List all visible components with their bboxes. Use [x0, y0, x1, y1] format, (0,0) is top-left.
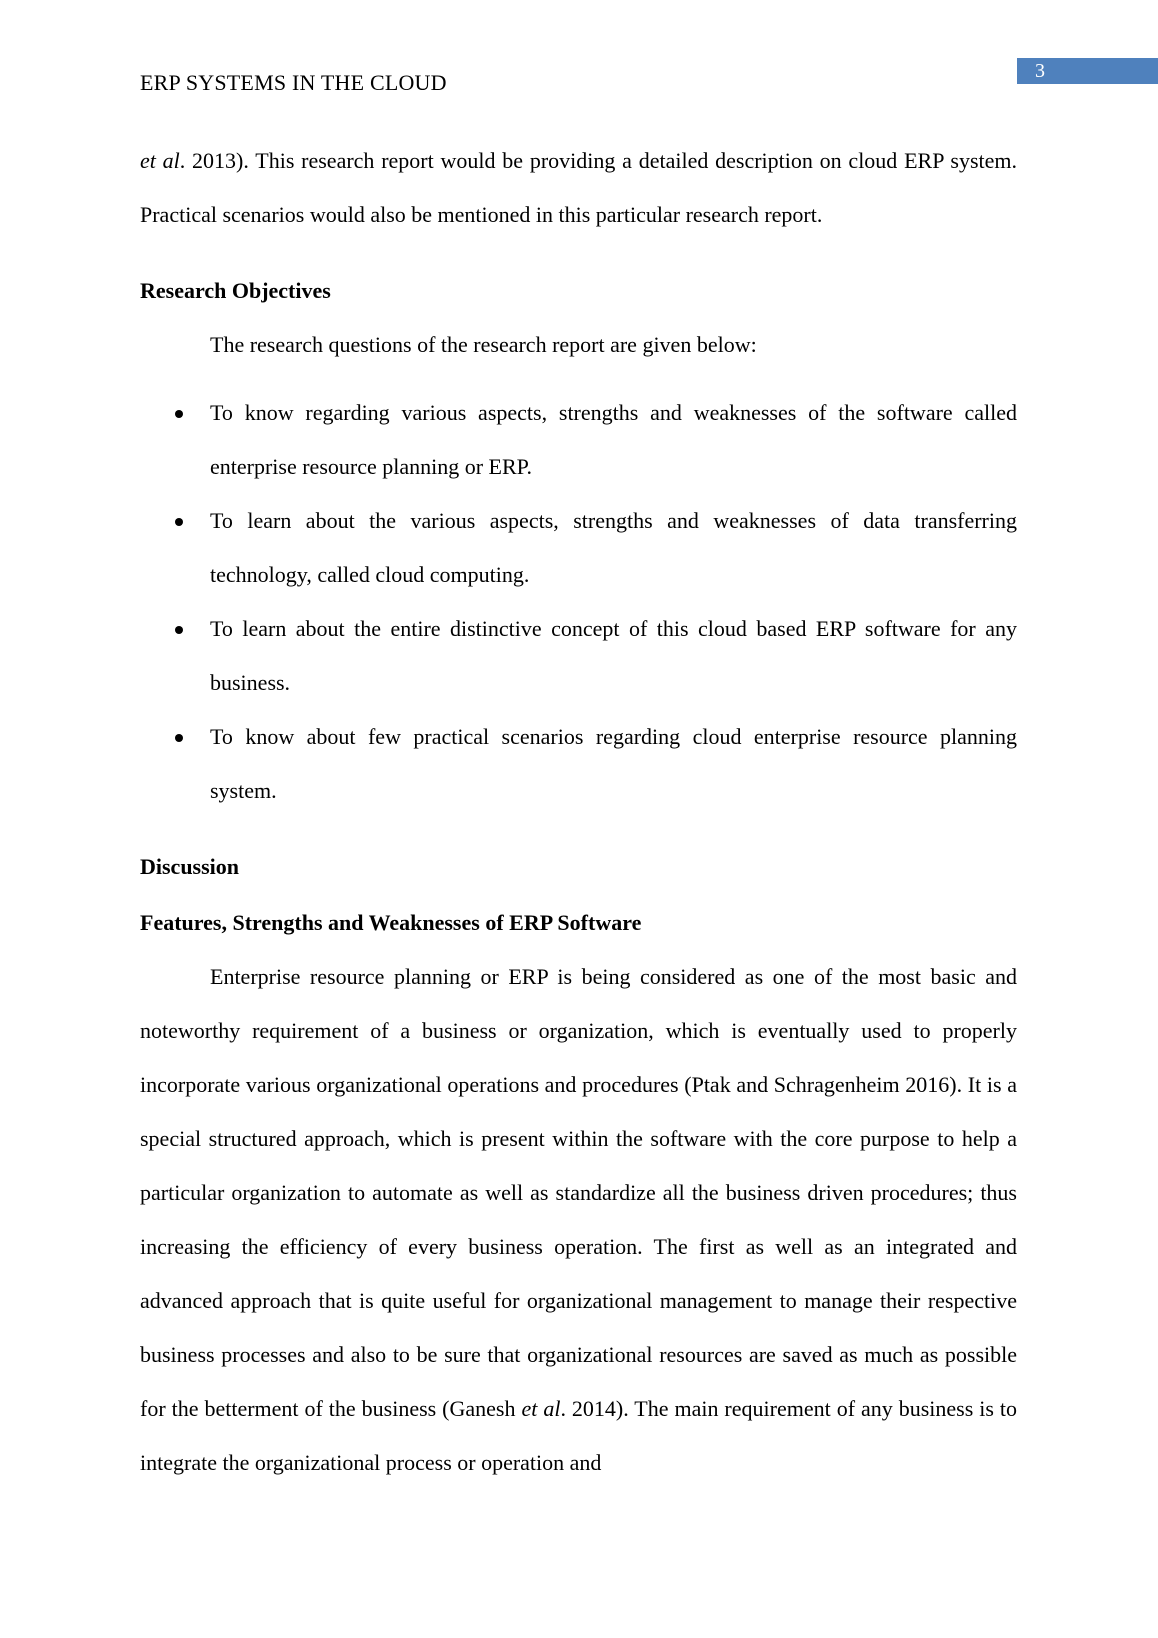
bullet-icon	[175, 626, 183, 634]
intro-paragraph	[140, 134, 1017, 242]
list-item-text: To learn about the various aspects, strengths and weaknesses of data transferring technology, called cloud computing.	[210, 508, 1017, 587]
erp-paragraph-tail: . 2014). The main requirement of any business is to integrate the organizational process or operation and	[140, 1396, 1018, 1475]
bullet-icon	[175, 410, 183, 418]
list-item-text: To know regarding various aspects, strengths and weaknesses of the software called enterprise resource planning or ERP.	[210, 400, 1017, 479]
document-body	[140, 134, 1017, 1490]
list-item-text: To learn about the entire distinctive concept of this cloud based ERP software for any business.	[210, 616, 1017, 695]
erp-paragraph	[140, 950, 1017, 1490]
intro-text: . 2013). This research report would be providing a detailed description on cloud ERP system. Practical scenarios would also be mentioned in this particular research report.	[140, 148, 1018, 227]
bullet-icon	[175, 734, 183, 742]
list-item	[140, 494, 1017, 602]
research-questions-lead: The research questions of the research report are given below:	[210, 332, 757, 357]
research-objectives-heading: Research Objectives	[140, 278, 331, 303]
citation-et-al: et al	[521, 1396, 561, 1421]
objectives-list	[140, 386, 1017, 818]
page-number: 3	[1035, 60, 1045, 82]
bullet-icon	[175, 518, 183, 526]
list-item-text: To know about few practical scenarios regarding cloud enterprise resource planning system.	[210, 724, 1017, 803]
discussion-heading: Discussion	[140, 854, 240, 879]
citation-et-al: et al	[140, 148, 180, 173]
list-item	[140, 386, 1017, 494]
features-subheading: Features, Strengths and Weaknesses of ERP Software	[140, 910, 642, 935]
list-item	[140, 602, 1017, 710]
list-item	[140, 710, 1017, 818]
running-head: ERP SYSTEMS IN THE CLOUD	[140, 70, 447, 95]
erp-paragraph-text: Enterprise resource planning or ERP is being considered as one of the most basic and noteworthy requirement of a business or organization, which is eventually used to properly incorporate various organizational operations and procedures (Ptak and Schragenheim 2016). It is a special structured approach, which is present within the software with the core purpose to help a particular organization to automate as well as standardize all the business driven procedures; thus increasing the efficiency of every business operation. The first as well as an integrated and advanced approach that is quite useful for organizational management to manage their respective business processes and also to be sure that organizational resources are saved as much as possible for the betterment of the business (Ganesh	[140, 964, 1017, 1421]
page-number-badge	[1017, 58, 1158, 84]
